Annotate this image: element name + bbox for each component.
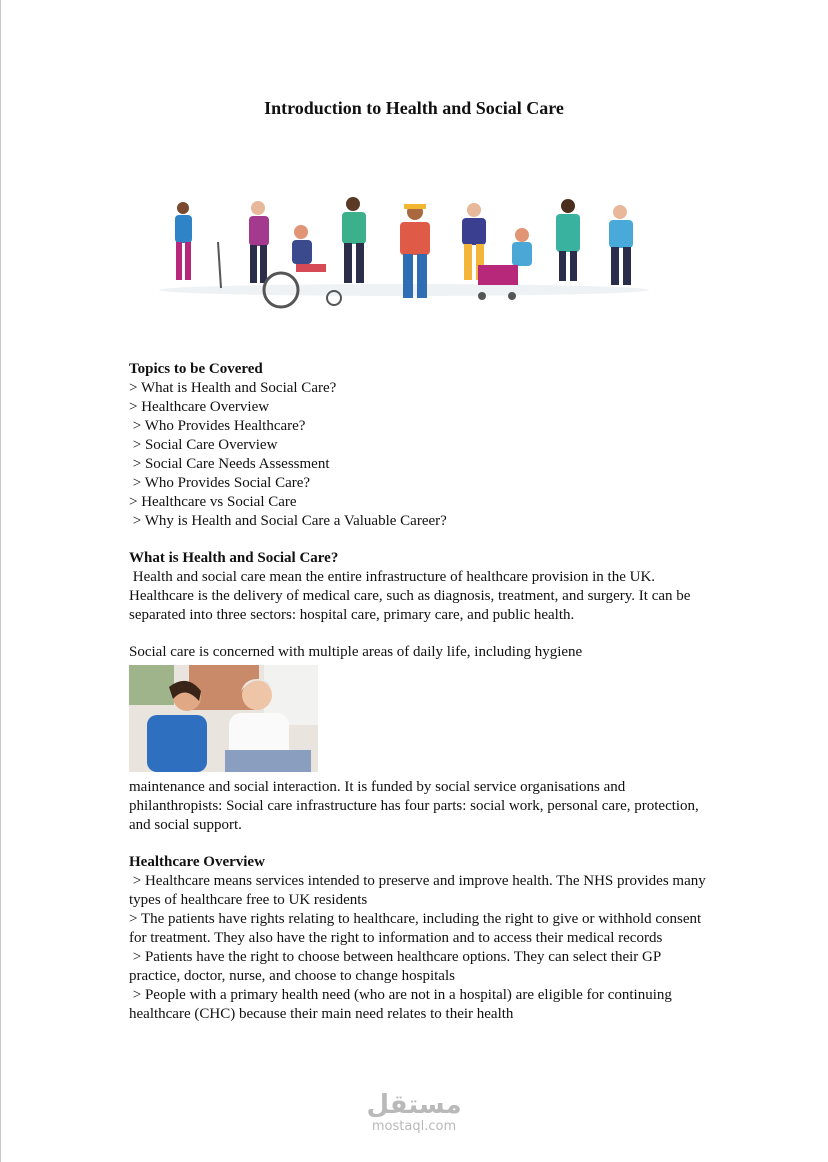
nurse-with-elderly-woman-photo	[129, 665, 318, 772]
document-body	[129, 360, 709, 1024]
paragraph: maintenance and social interaction. It is funded by social service organisations and philanthropists: Social care infrastructure has four parts: social work, personal care, protection, and social support.	[129, 779, 699, 833]
paragraph: Social care is concerned with multiple areas of daily life, including hygiene	[129, 644, 583, 660]
person-figure	[556, 199, 580, 281]
topics-heading: Topics to be Covered	[129, 361, 263, 377]
bullet-paragraph: > The patients have rights relating to healthcare, including the right to give or withhold consent for treatment. They also have the right to information and to access their medical records	[129, 911, 705, 946]
document-title: Introduction to Health and Social Care	[264, 98, 564, 118]
watermark-arabic: مستقل	[366, 1090, 462, 1120]
topic-item: > Who Provides Social Care?	[129, 475, 311, 491]
person-figure	[175, 202, 192, 280]
watermark	[352, 1090, 476, 1134]
section-heading-what: What is Health and Social Care?	[129, 550, 339, 566]
people-group-illustration	[156, 190, 652, 315]
person-figure	[218, 201, 269, 288]
topic-item: > Why is Health and Social Care a Valuable Career?	[129, 513, 447, 529]
person-figure	[342, 197, 366, 283]
page-left-edge	[0, 0, 1, 1162]
bullet-paragraph: > People with a primary health need (who are not in a hospital) are eligible for continuing healthcare (CHC) because their main need relates to their health	[129, 987, 676, 1022]
bullet-paragraph: > Patients have the right to choose between healthcare options. They can select their GP practice, doctor, nurse, and choose to change hospitals	[129, 949, 665, 984]
bullet-paragraph: > Healthcare means services intended to preserve and improve health. The NHS provides many types of healthcare free to UK residents	[129, 873, 710, 908]
topic-item: > Social Care Needs Assessment	[129, 456, 330, 472]
person-figure	[609, 205, 633, 285]
topic-item: > What is Health and Social Care?	[129, 380, 337, 396]
paragraph: Health and social care mean the entire infrastructure of healthcare provision in the UK. Healthcare is the delivery of medical care, such as diagnosis, treatment, and surgery. It can be separated into three sectors: hospital care, primary care, and public health.	[129, 569, 695, 623]
topic-item: > Healthcare vs Social Care	[129, 494, 297, 510]
section-heading-healthcare: Healthcare Overview	[129, 854, 265, 870]
topic-item: > Healthcare Overview	[129, 399, 270, 415]
person-figure	[400, 204, 430, 298]
topic-item: > Who Provides Healthcare?	[129, 418, 306, 434]
watermark-latin: mostaql.com	[371, 1119, 457, 1134]
topic-item: > Social Care Overview	[129, 437, 278, 453]
